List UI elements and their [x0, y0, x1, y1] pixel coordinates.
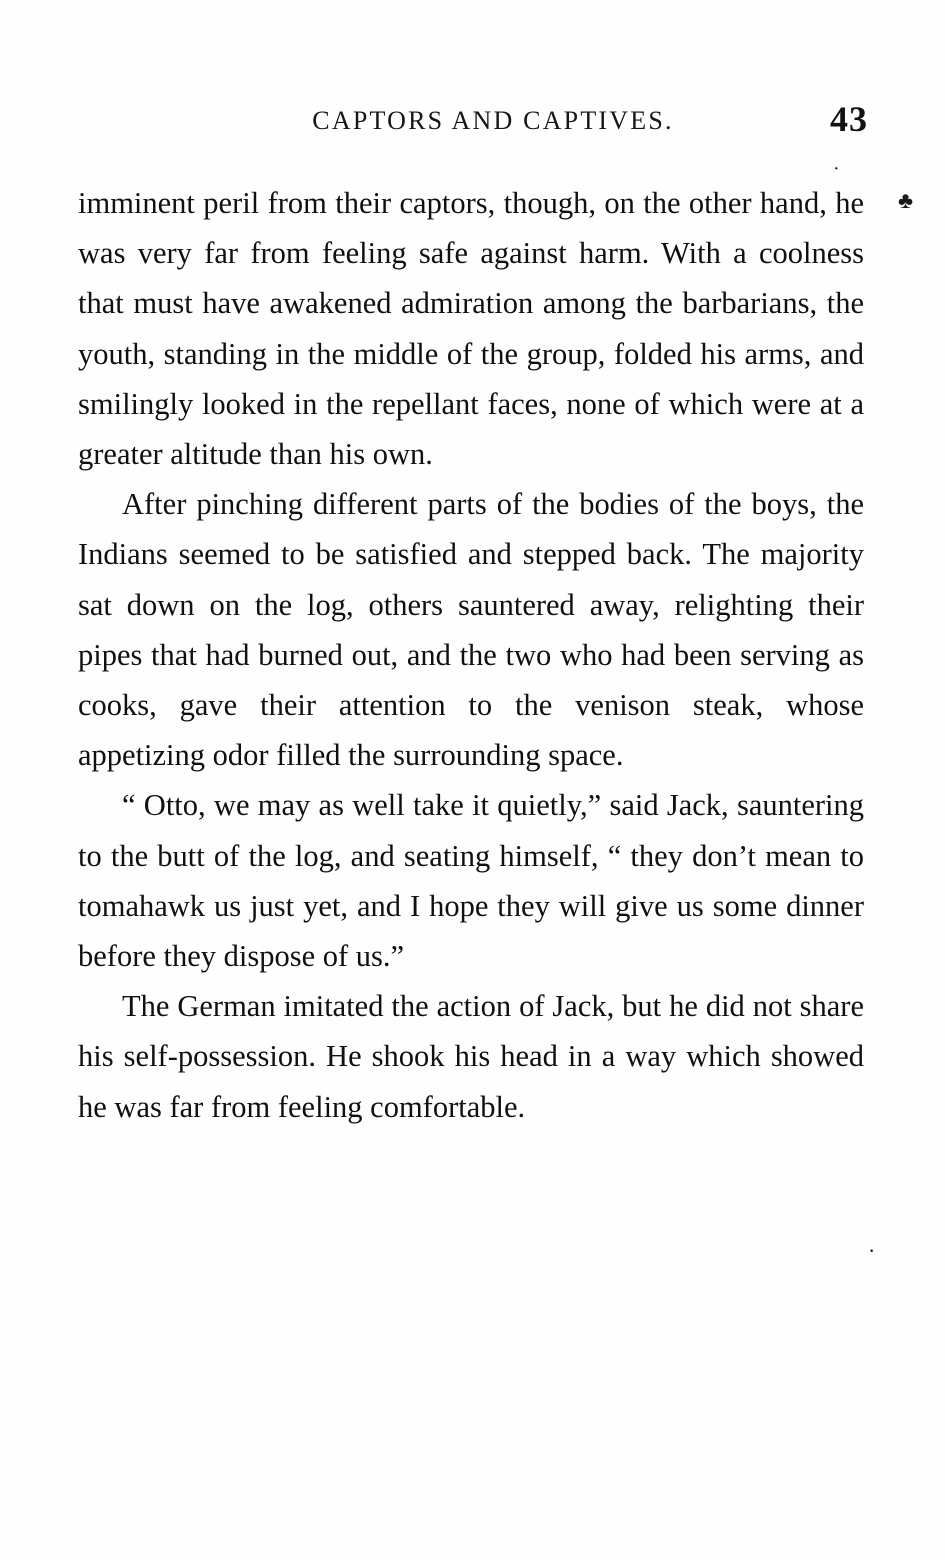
page-number: 43 — [830, 99, 868, 139]
paragraph-2: After pinching different parts of the bodies of the boys, the Indians seemed to be satisfied and stepped back. The majority sat down on the log, others sauntered away, relighting their pipes that had burned out, and the two who had been serving as cooks, gave their attention to the venison steak, whose appetizing odor filled the surrounding space. — [78, 487, 864, 773]
page-header — [78, 98, 868, 142]
margin-period-mark: · — [868, 1238, 876, 1263]
margin-dot-mark: · — [833, 158, 840, 180]
running-head: CAPTORS AND CAPTIVES. — [312, 106, 674, 135]
paragraph-3: “ Otto, we may as well take it quietly,” said Jack, sauntering to the butt of the log, and seating himself, “ they don’t mean to tomahawk us just yet, and I hope they will give us some dinner before they dispose of us.” — [78, 788, 864, 974]
margin-asterisk-mark: ♣ — [898, 188, 914, 213]
paragraph-4: The German imitated the action of Jack, but he did not share his self-possession. He shook his head in a way which showed he was far from feeling comfortable. — [78, 989, 864, 1124]
paragraph-1: imminent peril from their captors, though, on the other hand, he was very far from feeling safe against harm. With a coolness that must have awakened admiration among the barbarians, the youth, standing in the middle of the group, folded his arms, and smilingly looked in the repellant faces, none of which were at a greater altitude than his own. — [78, 186, 864, 472]
page-body — [78, 178, 864, 1132]
